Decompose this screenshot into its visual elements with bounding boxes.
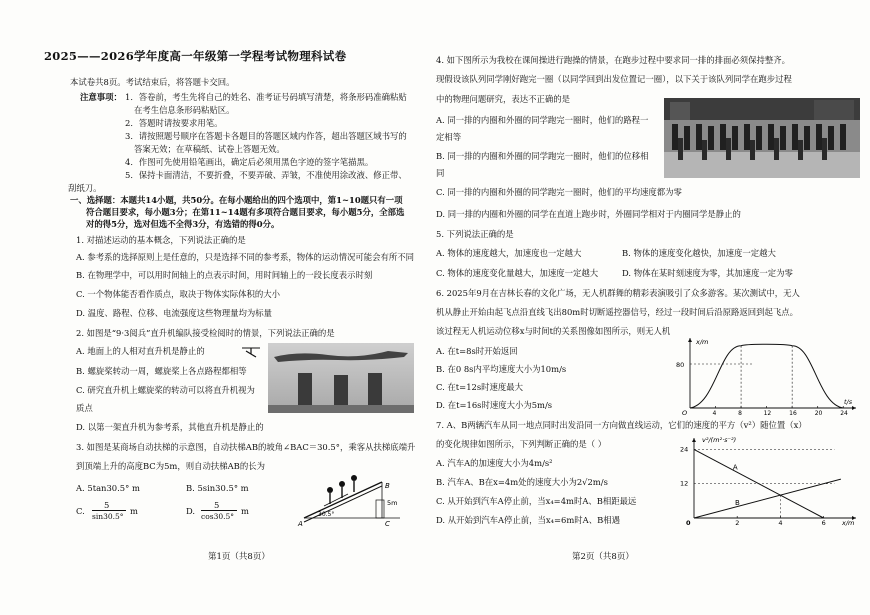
- helicopter-photo: [268, 343, 414, 413]
- question-1-option: C. 一个物体能否看作质点，取决于物体实际体积的大小: [76, 289, 281, 299]
- question-3-option-d-denominator: cos30.5°: [201, 512, 235, 521]
- question-4-option: C. 同一排的内圈和外圈的同学跑完一圈时，他们的平均速度都为零: [436, 187, 682, 197]
- question-7-stem: 7. A、B两辆汽车从同一地点同时出发沿同一方向做直线运动，它们的速度的平方（v²）随位置（x）: [436, 420, 807, 430]
- question-3-option-c-numerator: 5: [104, 500, 110, 510]
- question-6-option-c: C. 在t=12s时速度最大: [436, 382, 524, 392]
- running-team-photo: [664, 98, 860, 178]
- question-1-option: A. 参考系的选择原则上是任意的，只是选择不同的参考系，物体的运动情况可能会有所不同: [76, 252, 414, 262]
- question-2-option: D. 以第一架直升机为参考系，其他直升机是静止的: [76, 422, 264, 432]
- question-3-option-a: A. 5tan30.5° m: [76, 483, 140, 493]
- angle-label: 30.5°: [318, 511, 335, 518]
- x-tick-label: 6: [821, 519, 826, 526]
- x-tick-label: 4: [712, 410, 717, 416]
- page-footer: 第2页（共8页）: [572, 552, 634, 562]
- line-b-label: B: [735, 499, 740, 508]
- section-heading: 一、选择题：本题共14小题，共50分。在每小题给出的四个选项中，第1~10题只有一项: [70, 195, 403, 205]
- question-6-stem: 该过程无人机运动位移x与时间t的关系图像如图所示，则无人机: [436, 326, 671, 336]
- question-1-option: D. 温度、路程、位移、电流强度这些物理量均为标量: [76, 308, 272, 318]
- y-tick-label: 12: [680, 479, 689, 488]
- question-3-option-b: B. 5sin30.5° m: [186, 483, 249, 493]
- origin-label: 0: [686, 519, 691, 526]
- question-1-option: B. 在物理学中，可以用时间轴上的点表示时间，用时间轴上的一段长度表示时刻: [76, 270, 373, 280]
- x-tick-label: 12: [763, 410, 772, 416]
- question-4-option: 同: [436, 168, 445, 178]
- notice-label: 注意事项：: [80, 92, 122, 102]
- line-b: [694, 479, 841, 518]
- fraction-bar: [92, 510, 126, 511]
- point-b-label: B: [385, 482, 390, 490]
- question-7-option-a: A. 汽车A的加速度大小为4m/s²: [436, 458, 553, 468]
- y-tick-label: 24: [680, 445, 689, 454]
- notice-line: 5．保持卡面清洁，不要折叠，不要弄破、弄皱，不准使用涂改液、修正带、: [125, 170, 407, 180]
- question-4-stem: 现假设该队列同学刚好跑完一圈（以同学回到出发位置记一圈），以下关于该队列同学在跑步过程: [436, 74, 792, 84]
- x-tick-label: 16: [789, 410, 797, 416]
- line-a: [694, 449, 824, 518]
- displacement-curve: [690, 344, 843, 408]
- question-2-option: C. 研究直升机上螺旋桨的转动可以将直升机视为: [76, 385, 255, 395]
- x-tick-label: 24: [840, 410, 848, 416]
- notice-line: 刮纸刀。: [68, 183, 102, 193]
- x-tick-label: 2: [735, 519, 740, 526]
- question-7-stem: 的变化规律如图所示，下列判断正确的是（ ）: [436, 439, 607, 449]
- question-4-stem: 中的物理问题研究，表达不正确的是: [436, 94, 570, 104]
- point-a-label: A: [298, 520, 303, 528]
- y-tick-label: 80: [676, 361, 685, 369]
- question-6-option-b: B. 在0 8s内平均速度大小为10m/s: [436, 364, 567, 374]
- question-4-stem: 4. 如下图所示为我校在课间操进行跑操的情景，在跑步过程中要求同一排的排面必须保持整齐。: [436, 55, 791, 65]
- question-3-option-d-unit: m: [241, 506, 249, 516]
- question-7-option-b: B. 汽车A、B在x=4m处的速度大小为2√2m/s: [436, 477, 608, 487]
- notice-line: 在考生信息条形码粘贴区。: [134, 105, 235, 115]
- question-3-stem: 3. 如图是某商场自动扶梯的示意图，自动扶梯AB的坡角∠BAC＝30.5°，乘客从扶梯底端升: [76, 442, 416, 452]
- velocity-squared-position-graph: [680, 432, 866, 526]
- question-5-option-a: A. 物体的速度越大，加速度也一定越大: [436, 248, 582, 258]
- question-5-option-c: C. 物体的速度变化量越大，加速度一定越大: [436, 268, 599, 278]
- x-tick-label: 4: [778, 519, 783, 526]
- x-tick-label: 20: [814, 410, 823, 416]
- question-1-stem: 1. 对描述运动的基本概念，下列说法正确的是: [76, 235, 246, 245]
- question-3-option-c-denominator: sin30.5°: [92, 512, 124, 521]
- line-a-label: A: [732, 463, 738, 472]
- x-axis-label: x/m: [842, 519, 855, 526]
- question-5-option-d: D. 物体在某时刻速度为零，其加速度一定为零: [622, 268, 793, 278]
- question-2-option: 质点: [76, 403, 93, 413]
- question-6-stem: 机从静止开始由起飞点沿直线飞出80m时切断遥控器信号，经过一段时间后沿原路返回到起飞点。: [436, 307, 798, 317]
- notice-line: 3．请按照题号顺序在答题卡各题目的答题区域内作答，超出答题区域书写的: [125, 131, 407, 141]
- notice-line: 答案无效；在草稿纸、试卷上答题无效。: [134, 144, 285, 154]
- x-axis-label: t/s: [844, 398, 853, 406]
- question-3-option-c-label: C.: [76, 506, 85, 516]
- question-3-option-c-unit: m: [130, 506, 138, 516]
- question-4-option: D. 同一排的内圈和外圈的同学在直道上跑步时，外圈同学相对于内圈同学是静止的: [436, 209, 741, 219]
- height-label: 5m: [387, 499, 398, 507]
- y-axis-label: v²/(m²·s⁻²): [702, 436, 737, 444]
- notice-line: 4．作图可先使用铅笔画出，确定后必须用黑色字迹的签字笔描黑。: [125, 157, 374, 167]
- question-3-stem: 到顶端上升的高度BC为5m，则自动扶梯AB的长为: [76, 461, 265, 471]
- point-c-label: C: [385, 520, 390, 528]
- question-6-option-a: A. 在t=8s时开始返回: [436, 346, 518, 356]
- fraction-bar: [201, 510, 237, 511]
- question-5-stem: 5. 下列说法正确的是: [436, 229, 514, 239]
- exam-page-2: [432, 0, 870, 615]
- question-7-option-c: C. 从开始到汽车A停止前，当x₄=4m时A、B相距最远: [436, 496, 637, 506]
- page-footer: 第1页（共8页）: [208, 552, 270, 562]
- x-tick-label: 8: [738, 410, 742, 416]
- question-2-stem: 2. 如图是“9·3阅兵”直升机编队接受检阅时的情景，下列说法正确的是: [76, 328, 335, 338]
- question-3-option-d-label: D.: [186, 506, 196, 516]
- question-5-option-b: B. 物体的速度变化越快，加速度一定越大: [622, 248, 776, 258]
- section-heading: 符合题目要求，每小题3分；在第11~14题有多项符合题目要求，每小题5分，全部选: [86, 207, 405, 217]
- question-2-option: B. 螺旋桨转动一周，螺旋桨上各点路程都相等: [76, 366, 247, 376]
- exam-intro: 本试卷共8页。考试结束后，将答题卡交回。: [70, 77, 235, 87]
- exam-page-1: [0, 0, 432, 615]
- question-2-option: A. 地面上的人相对直升机是静止的: [76, 346, 205, 356]
- helicopter-icon: [240, 345, 262, 359]
- exam-title: 2025——2026学年度高一年级第一学程考试物理科试卷: [44, 49, 347, 63]
- notice-line: 1．答卷前，考生先将自己的姓名、准考证号码填写清楚，将条形码准确粘贴: [125, 92, 407, 102]
- question-4-option: B. 同一排的内圈和外圈的同学跑完一圈时，他们的位移相: [436, 151, 649, 161]
- question-6-option-d: D. 在t=16s时速度大小为5m/s: [436, 400, 553, 410]
- origin-label: O: [682, 409, 688, 416]
- question-4-option: 定相等: [436, 132, 462, 142]
- displacement-time-graph: [670, 334, 866, 416]
- question-3-option-d-numerator: 5: [214, 500, 220, 510]
- question-6-stem: 6. 2025年9月在吉林长春的文化广场，无人机群舞的精彩表演吸引了众多游客。某次测试中，无人: [436, 288, 800, 298]
- section-heading: 对的得5分，选对但选不全得3分，有选错的得0分。: [86, 219, 280, 229]
- question-4-option: A. 同一排的内圈和外圈的同学跑完一圈时，他们的路程一: [436, 115, 649, 125]
- question-7-option-d: D. 从开始到汽车A停止前，当x₄=6m时A、B相遇: [436, 515, 620, 525]
- notice-line: 2．答题时请按要求用笔。: [125, 118, 223, 128]
- escalator-diagram: [290, 460, 410, 528]
- y-axis-label: x/m: [696, 338, 709, 346]
